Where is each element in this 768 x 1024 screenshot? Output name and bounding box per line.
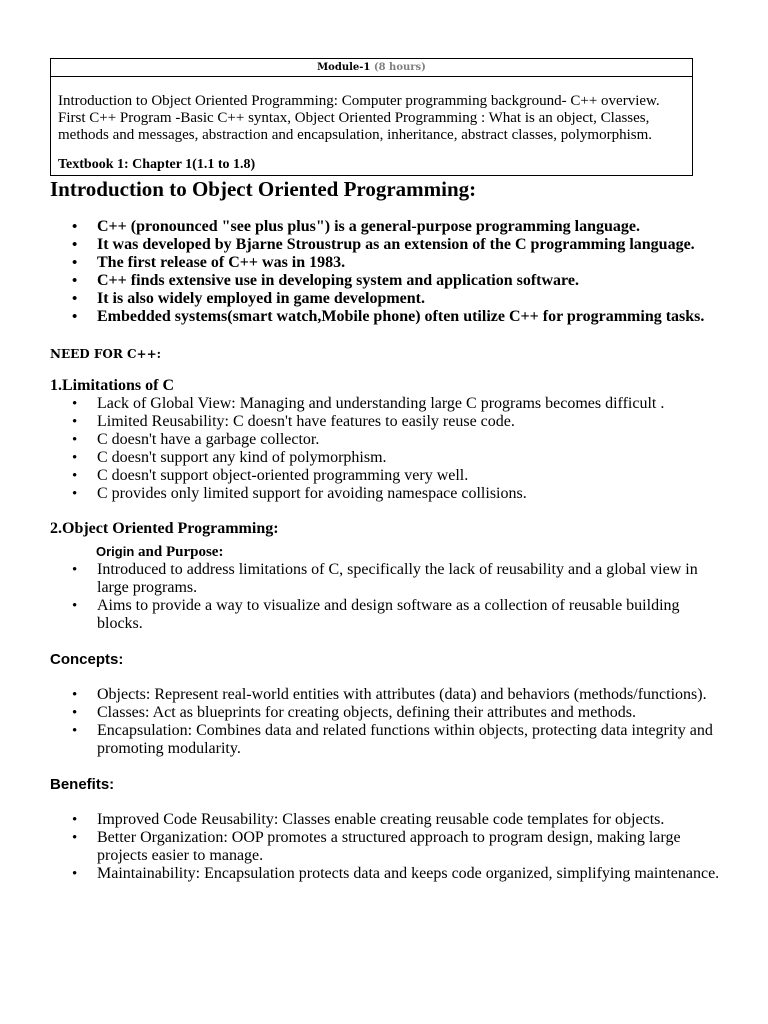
list-item: • Objects: Represent real-world entities with attributes (data) and behaviors (methods/functions). bbox=[50, 686, 720, 704]
module-syllabus: Introduction to Object Oriented Programming: Computer programming background- C++ overview. First C++ Program -Basic C++ syntax, Object Oriented Programming : What is an object, Classes, methods and messages, abstraction and encapsulation, inheritance, abstract classes, polymorphism. bbox=[58, 93, 660, 143]
module-summary-box bbox=[50, 58, 693, 176]
limitations-list bbox=[50, 395, 720, 503]
list-item: • C doesn't have a garbage collector. bbox=[50, 431, 720, 449]
origin-heading bbox=[50, 543, 720, 561]
module-hours: (8 hours) bbox=[373, 62, 426, 73]
concepts-list bbox=[50, 686, 720, 758]
list-item: • Improved Code Reusability: Classes enable creating reusable code templates for objects. bbox=[50, 811, 720, 829]
document-page bbox=[50, 58, 720, 883]
list-item: • C provides only limited support for avoiding namespace collisions. bbox=[50, 485, 720, 503]
concepts-heading: Concepts: bbox=[50, 651, 124, 668]
list-item: • Aims to provide a way to visualize and design software as a collection of reusable building blocks. bbox=[50, 597, 720, 633]
list-item: • Embedded systems(smart watch,Mobile phone) often utilize C++ for programming tasks. bbox=[50, 308, 720, 326]
intro-list bbox=[50, 218, 720, 326]
list-item: • Better Organization: OOP promotes a structured approach to program design, making large projects easier to manage. bbox=[50, 829, 720, 865]
module-title: Module-1 bbox=[317, 62, 371, 73]
origin-rest: and Purpose: bbox=[134, 544, 224, 560]
list-item: • C doesn't support any kind of polymorphism. bbox=[50, 449, 720, 467]
need-heading: NEED FOR C++: bbox=[50, 347, 162, 361]
module-heading bbox=[51, 59, 692, 77]
list-item: • C doesn't support object-oriented programming very well. bbox=[50, 467, 720, 485]
page-title: Introduction to Object Oriented Programming: bbox=[50, 177, 477, 201]
limitations-heading: 1.Limitations of C bbox=[50, 377, 174, 394]
list-item: • C++ (pronounced "see plus plus") is a general-purpose programming language. bbox=[50, 218, 720, 236]
list-item: • Lack of Global View: Managing and understanding large C programs becomes difficult . bbox=[50, 395, 720, 413]
module-content bbox=[51, 77, 692, 175]
list-item: • Classes: Act as blueprints for creating objects, defining their attributes and methods. bbox=[50, 704, 720, 722]
list-item: • Encapsulation: Combines data and related functions within objects, protecting data integrity and promoting modularity. bbox=[50, 722, 720, 758]
list-item: • Maintainability: Encapsulation protects data and keeps code organized, simplifying maintenance. bbox=[50, 865, 720, 883]
list-item: • It was developed by Bjarne Stroustrup as an extension of the C programming language. bbox=[50, 236, 720, 254]
benefits-list bbox=[50, 811, 720, 883]
list-item: • It is also widely employed in game development. bbox=[50, 290, 720, 308]
list-item: • Introduced to address limitations of C, specifically the lack of reusability and a global view in large programs. bbox=[50, 561, 720, 597]
list-item: • Limited Reusability: C doesn't have features to easily reuse code. bbox=[50, 413, 720, 431]
module-textbook: Textbook 1: Chapter 1(1.1 to 1.8) bbox=[58, 157, 256, 172]
list-item: • C++ finds extensive use in developing system and application software. bbox=[50, 272, 720, 290]
origin-list bbox=[50, 561, 720, 633]
benefits-heading: Benefits: bbox=[50, 776, 115, 793]
list-item: • The first release of C++ was in 1983. bbox=[50, 254, 720, 272]
origin-word: Origin bbox=[96, 544, 135, 559]
oop-heading: 2.Object Oriented Programming: bbox=[50, 520, 279, 537]
